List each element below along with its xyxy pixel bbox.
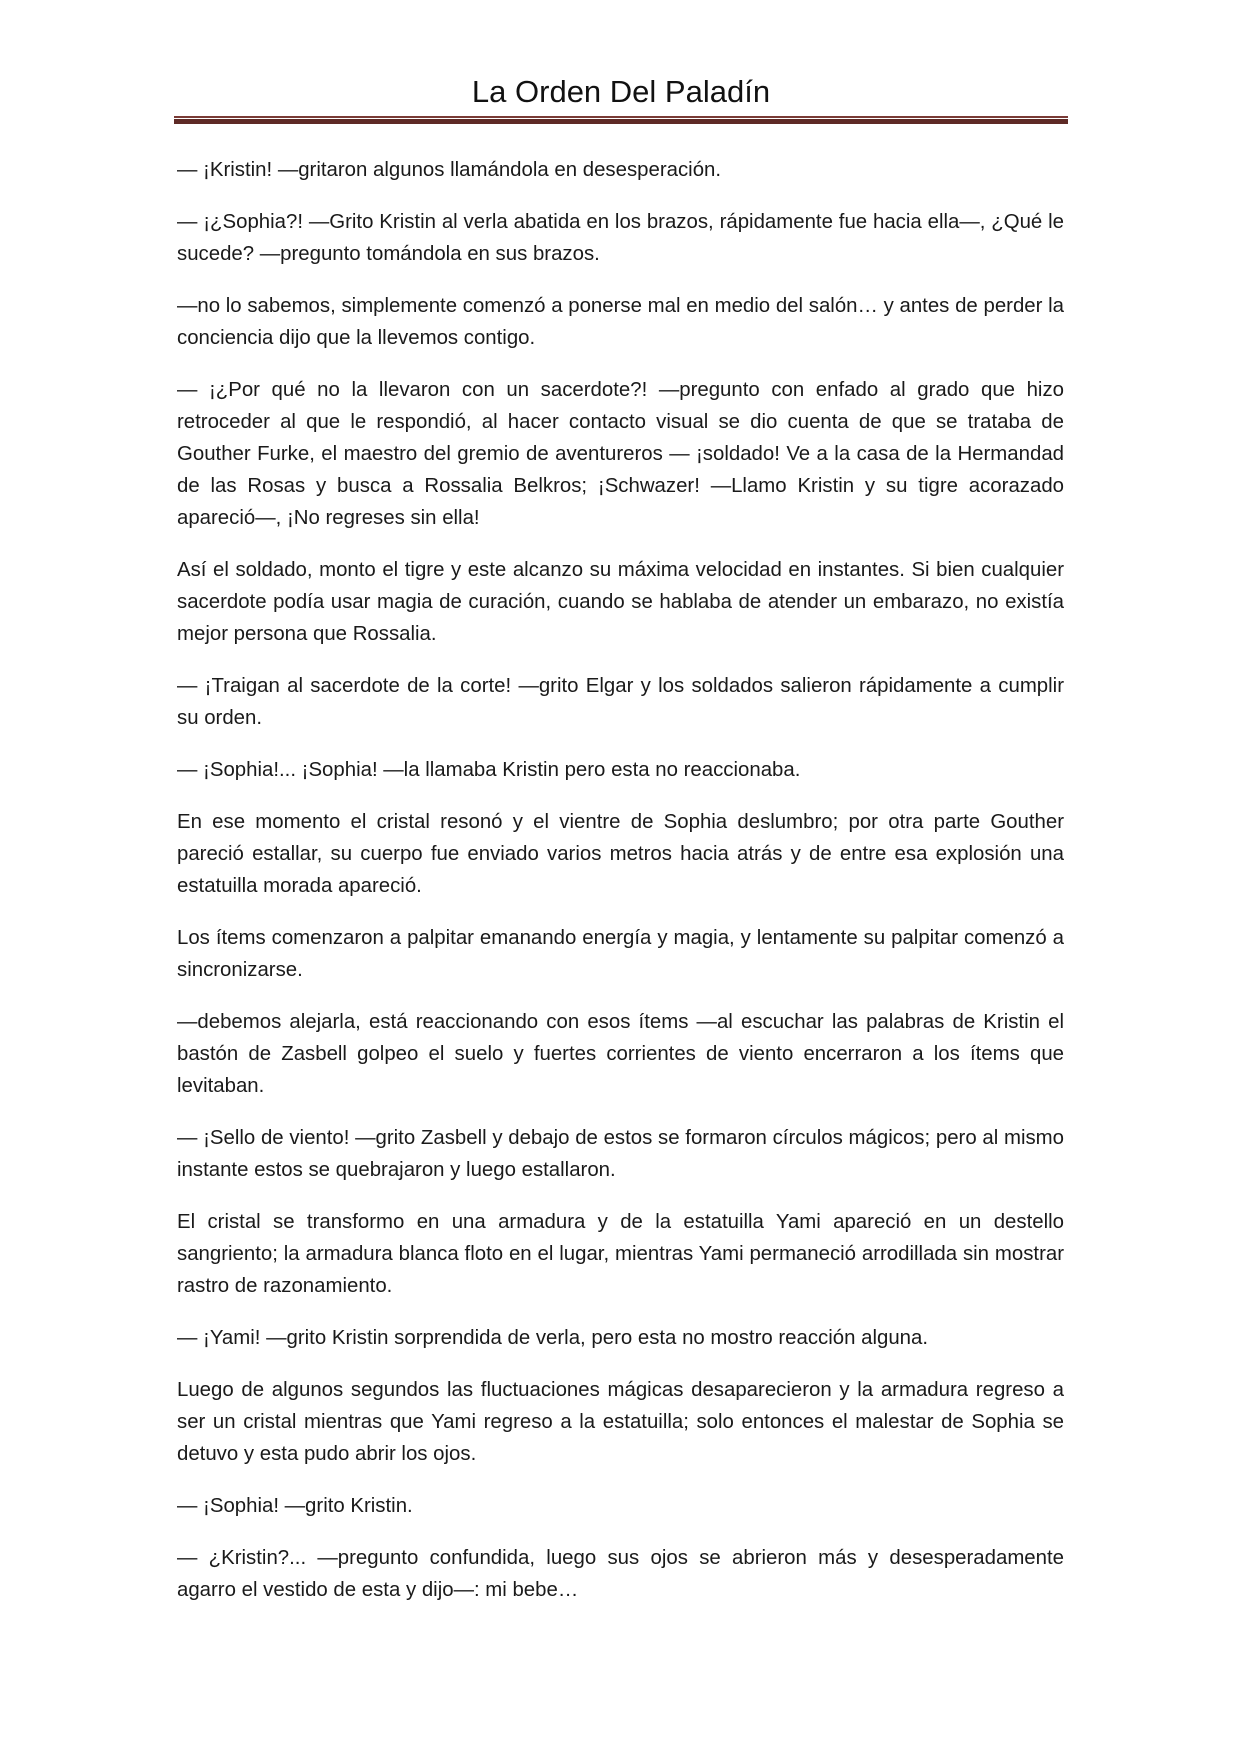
paragraph: Los ítems comenzaron a palpitar emanando energía y magia, y lentamente su palpitar comenzó a sincronizarse. <box>177 927 1064 981</box>
paragraph: — ¡Traigan al sacerdote de la corte! —grito Elgar y los soldados salieron rápidamente a cumplir su orden. <box>177 675 1064 729</box>
page-title: La Orden Del Paladín <box>471 74 771 109</box>
paragraph: — ¡¿Por qué no la llevaron con un sacerdote?! —pregunto con enfado al grado que hizo retroceder al que le respondió, al hacer contacto visual se dio cuenta de que se trataba de Gouther Furke, el maestro del gremio de aventureros — ¡soldado! Ve a la casa de la Hermandad de las Rosas y busca a Rossalia Belkros; ¡Schwazer! —Llamo Kristin y su tigre acorazado apareció—, ¡No regreses sin ella! <box>177 379 1064 529</box>
header-divider-thin <box>174 116 1068 118</box>
paragraph: El cristal se transformo en una armadura y de la estatuilla Yami apareció en un destello sangriento; la armadura blanca floto en el lugar, mientras Yami permaneció arrodillada sin mostrar rastro de razonamiento. <box>177 1211 1064 1297</box>
paragraph: —no lo sabemos, simplemente comenzó a ponerse mal en medio del salón… y antes de perder la conciencia dijo que la llevemos contigo. <box>177 295 1064 349</box>
paragraph: —debemos alejarla, está reaccionando con esos ítems —al escuchar las palabras de Kristin el bastón de Zasbell golpeo el suelo y fuertes corrientes de viento encerraron a los ítems que levitaban. <box>177 1011 1064 1097</box>
paragraph: Así el soldado, monto el tigre y este alcanzo su máxima velocidad en instantes. Si bien cualquier sacerdote podía usar magia de curación, cuando se hablaba de atender un embarazo, no existía mejor persona que Rossalia. <box>177 559 1064 645</box>
paragraph: — ¡Sophia!... ¡Sophia! —la llamaba Kristin pero esta no reaccionaba. <box>177 759 801 781</box>
paragraph: Luego de algunos segundos las fluctuaciones mágicas desaparecieron y la armadura regreso a ser un cristal mientras que Yami regreso a la estatuilla; solo entonces el malestar de Sophia se detuvo y esta pudo abrir los ojos. <box>177 1379 1064 1465</box>
paragraph: — ¡Kristin! —gritaron algunos llamándola en desesperación. <box>177 159 722 181</box>
page-header <box>174 72 1068 122</box>
paragraph: En ese momento el cristal resonó y el vientre de Sophia deslumbro; por otra parte Gouther pareció estallar, su cuerpo fue enviado varios metros hacia atrás y de entre esa explosión una estatuilla morada apareció. <box>177 811 1064 897</box>
header-divider-thick <box>174 119 1068 124</box>
paragraph: — ¡¿Sophia?! —Grito Kristin al verla abatida en los brazos, rápidamente fue hacia ella—, ¿Qué le sucede? —pregunto tomándola en sus brazos. <box>177 211 1064 265</box>
header-divider <box>174 116 1068 124</box>
paragraph: — ¿Kristin?... —pregunto confundida, luego sus ojos se abrieron más y desesperadamente agarro el vestido de esta y dijo—: mi bebe… <box>177 1547 1064 1601</box>
paragraph: — ¡Sello de viento! —grito Zasbell y debajo de estos se formaron círculos mágicos; pero al mismo instante estos se quebrajaron y luego estallaron. <box>177 1127 1064 1181</box>
paragraph: — ¡Sophia! —grito Kristin. <box>177 1495 413 1517</box>
body-text <box>177 154 1064 1626</box>
paragraph: — ¡Yami! —grito Kristin sorprendida de verla, pero esta no mostro reacción alguna. <box>177 1327 929 1349</box>
